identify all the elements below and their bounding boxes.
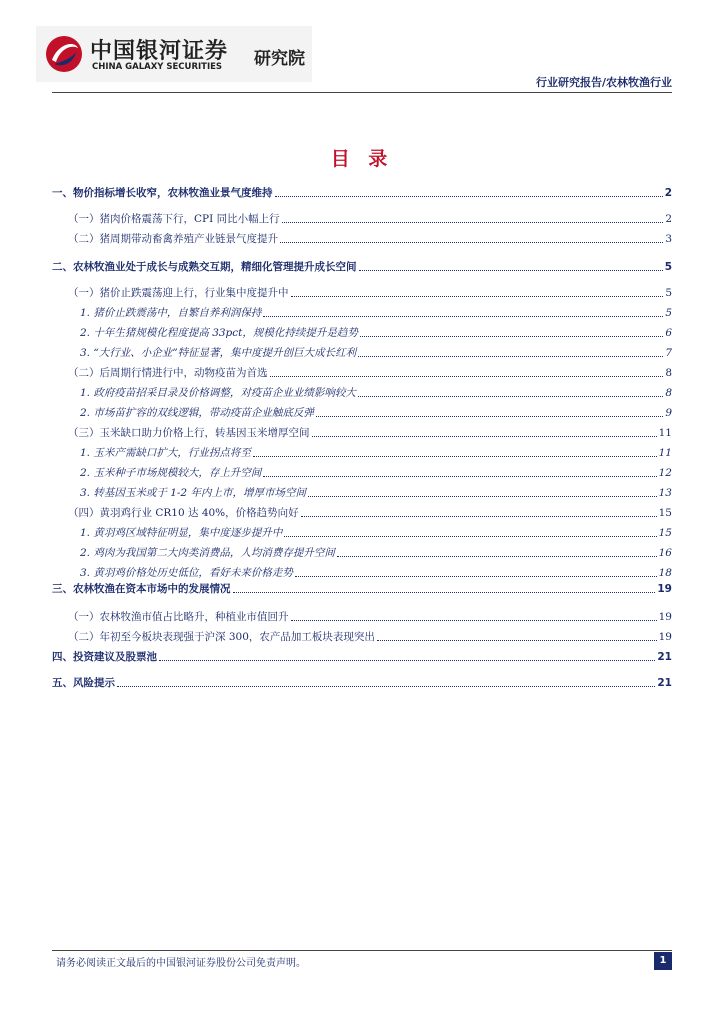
logo-english-name: CHINA GALAXY SECURITIES — [92, 62, 223, 72]
toc-leader-dots — [312, 436, 657, 437]
toc-leader-dots — [291, 296, 664, 297]
toc-entry-page: 15 — [658, 527, 672, 539]
toc-leader-dots — [263, 316, 663, 317]
toc-entry[interactable] — [52, 582, 672, 596]
toc-entry[interactable] — [52, 506, 672, 520]
toc-entry[interactable] — [52, 566, 672, 580]
toc-entry-page: 11 — [658, 447, 672, 459]
toc-entry[interactable] — [52, 212, 672, 226]
header-divider — [52, 92, 672, 93]
toc-entry-page: 16 — [658, 547, 672, 559]
toc-entry-label: 2. 十年生猪规模化程度提高 33pct，规模化持续提升是趋势 — [80, 327, 358, 339]
galaxy-logo-icon — [44, 34, 84, 74]
toc-entry-label: 1. 黄羽鸡区域特征明显，集中度逐步提升中 — [80, 527, 283, 539]
toc-leader-dots — [358, 356, 663, 357]
toc-entry-page: 3 — [665, 233, 672, 245]
toc-entry-page: 2 — [665, 213, 672, 225]
toc-leader-dots — [117, 686, 655, 687]
toc-leader-dots — [275, 196, 663, 197]
toc-leader-dots — [316, 416, 663, 417]
toc-entry-label: 2. 鸡肉为我国第二大肉类消费品，人均消费存提升空间 — [80, 547, 335, 559]
toc-leader-dots — [270, 376, 664, 377]
logo-institute: 研究院 — [254, 49, 305, 69]
toc-entry[interactable] — [52, 232, 672, 246]
toc-entry-page: 11 — [658, 427, 672, 439]
toc-entry[interactable] — [52, 466, 672, 480]
toc-entry[interactable] — [52, 676, 672, 690]
toc-entry-label: 1. 玉米产需缺口扩大，行业拐点将至 — [80, 447, 251, 459]
toc-leader-dots — [377, 640, 657, 641]
toc-leader-dots — [308, 496, 657, 497]
toc-entry[interactable] — [52, 526, 672, 540]
toc-leader-dots — [282, 222, 664, 223]
toc-entry-label: 五、风险提示 — [52, 677, 115, 689]
toc-entry[interactable] — [52, 326, 672, 340]
toc-entry-label: 2. 玉米种子市场规模较大，存上升空间 — [80, 467, 262, 479]
toc-leader-dots — [358, 396, 663, 397]
toc-leader-dots — [233, 592, 656, 593]
toc-entry-page: 5 — [664, 261, 672, 273]
page-number: 1 — [654, 952, 672, 970]
toc-entry[interactable] — [52, 446, 672, 460]
toc-entry-page: 12 — [658, 467, 672, 479]
company-logo — [36, 26, 312, 82]
toc-entry-page: 21 — [657, 651, 672, 663]
toc-entry[interactable] — [52, 486, 672, 500]
toc-entry[interactable] — [52, 386, 672, 400]
toc-entry[interactable] — [52, 260, 672, 274]
toc-entry-page: 19 — [658, 611, 672, 623]
footer-divider — [52, 950, 672, 951]
toc-entry-label: （二）猪周期带动畜禽养殖产业链景气度提升 — [68, 233, 278, 245]
toc-entry-label: （二）年初至今板块表现强于沪深 300，农产品加工板块表现突出 — [68, 631, 375, 643]
toc-entry-label: （三）玉米缺口助力价格上行，转基因玉米增厚空间 — [68, 427, 310, 439]
logo-chinese-name: 中国银河证券 — [90, 39, 229, 64]
toc-leader-dots — [337, 556, 657, 557]
toc-leader-dots — [159, 660, 655, 661]
toc-entry[interactable] — [52, 610, 672, 624]
toc-entry-label: 1. 猪价止跌震荡中，自繁自养利润保持 — [80, 307, 262, 319]
report-type: 行业研究报告/农林牧渔行业 — [535, 76, 672, 89]
toc-entry[interactable] — [52, 650, 672, 664]
footer-disclaimer: 请务必阅读正文最后的中国银河证券股份公司免责声明。 — [56, 958, 306, 969]
toc-entry-page: 8 — [665, 367, 672, 379]
toc-entry-page: 8 — [665, 387, 672, 399]
toc-entry[interactable] — [52, 426, 672, 440]
toc-entry-page: 5 — [665, 287, 672, 299]
toc-entry[interactable] — [52, 406, 672, 420]
toc-leader-dots — [301, 516, 657, 517]
toc-entry[interactable] — [52, 630, 672, 644]
toc-entry-page: 19 — [658, 631, 672, 643]
toc-entry-label: （四）黄羽鸡行业 CR10 达 40%，价格趋势向好 — [68, 507, 299, 519]
toc-leader-dots — [280, 242, 663, 243]
toc-entry[interactable] — [52, 286, 672, 300]
toc-entry[interactable] — [52, 546, 672, 560]
toc-entry-page: 13 — [658, 487, 672, 499]
toc-entry-label: 1. 政府疫苗招采目录及价格调整，对疫苗企业业绩影响较大 — [80, 387, 356, 399]
toc-entry-label: （一）猪肉价格震荡下行，CPI 同比小幅上行 — [68, 213, 280, 225]
toc-leader-dots — [263, 476, 656, 477]
toc-leader-dots — [253, 456, 657, 457]
toc-entry[interactable] — [52, 346, 672, 360]
toc-entry-label: 3. 黄羽鸡价格处历史低位，看好未来价格走势 — [80, 567, 293, 579]
toc-leader-dots — [295, 576, 657, 577]
toc-leader-dots — [359, 270, 663, 271]
toc-entry-label: 四、投资建议及股票池 — [52, 651, 157, 663]
toc-entry[interactable] — [52, 366, 672, 380]
toc-entry-label: 二、农林牧渔业处于成长与成熟交互期，精细化管理提升成长空间 — [52, 261, 357, 273]
toc-entry[interactable] — [52, 306, 672, 320]
toc-title: 目 录 — [330, 148, 394, 170]
toc-entry[interactable] — [52, 186, 672, 200]
toc-entry-page: 9 — [665, 407, 672, 419]
toc-entry-page: 2 — [664, 187, 672, 199]
toc-leader-dots — [360, 336, 663, 337]
toc-entry-label: 3. 转基因玉米或于 1-2 年内上市，增厚市场空间 — [80, 487, 306, 499]
toc-leader-dots — [284, 536, 656, 537]
toc-entry-label: （二）后周期行情进行中，动物疫苗为首选 — [68, 367, 268, 379]
toc-entry-page: 6 — [665, 327, 672, 339]
toc-entry-label: 一、物价指标增长收窄，农林牧渔业景气度维持 — [52, 187, 273, 199]
toc-entry-page: 5 — [665, 307, 672, 319]
toc-entry-label: （一）农林牧渔市值占比略升，种植业市值回升 — [68, 611, 289, 623]
toc-entry-page: 19 — [657, 583, 672, 595]
toc-entry-page: 21 — [657, 677, 672, 689]
toc-entry-label: 三、农林牧渔在资本市场中的发展情况 — [52, 583, 231, 595]
toc-entry-page: 18 — [658, 567, 672, 579]
toc-entry-label: 3. “大行业、小企业”特征显著，集中度提升创巨大成长红利 — [80, 347, 357, 359]
toc-entry-label: （一）猪价止跌震荡迎上行，行业集中度提升中 — [68, 287, 289, 299]
toc-leader-dots — [291, 620, 657, 621]
toc-entry-page: 15 — [658, 507, 672, 519]
toc-entry-label: 2. 市场苗扩容的双线逻辑，带动疫苗企业触底反弹 — [80, 407, 314, 419]
toc-entry-page: 7 — [665, 347, 672, 359]
